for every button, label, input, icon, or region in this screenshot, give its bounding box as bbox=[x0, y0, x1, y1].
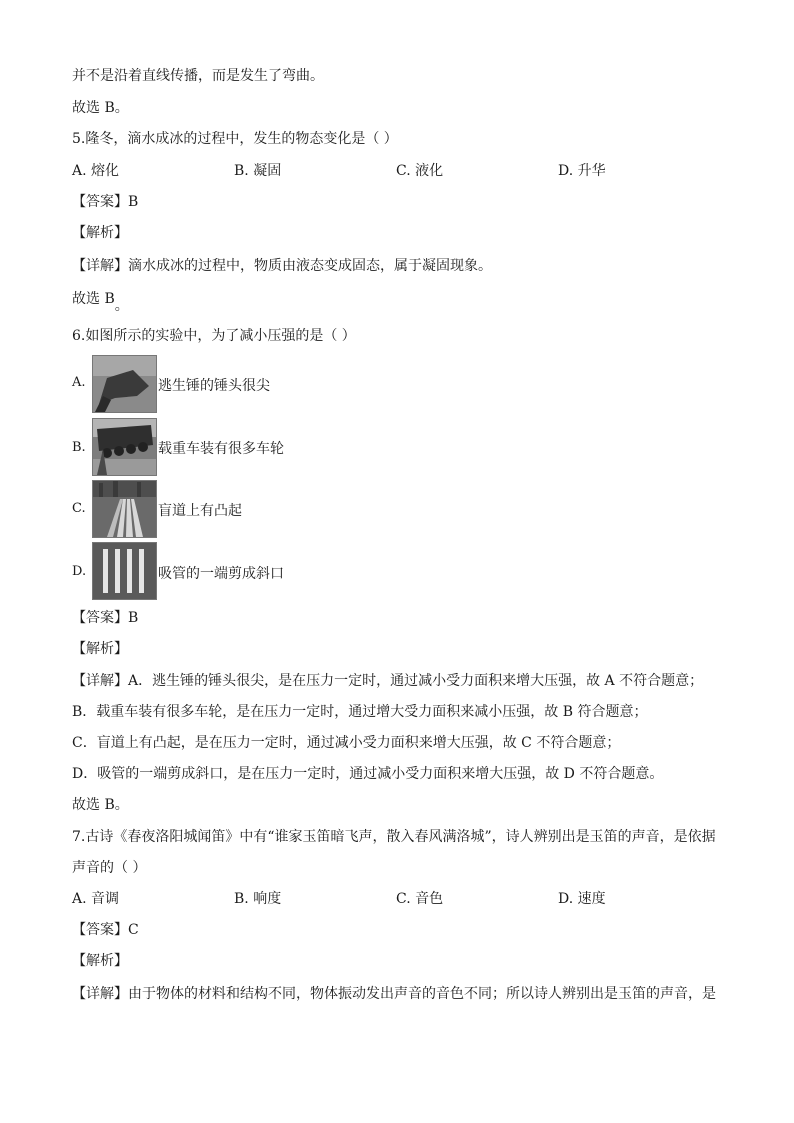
text-line: 故选 B。 bbox=[72, 100, 129, 116]
select-dot: 。 bbox=[114, 298, 129, 314]
q5-answer bbox=[72, 193, 138, 211]
q6-option-b-text: 载重车装有很多车轮 bbox=[158, 441, 284, 457]
q6-option-a-image bbox=[92, 355, 157, 413]
q6-option-b-letter: B. bbox=[72, 440, 86, 455]
q6-option-d-letter: D. bbox=[72, 564, 87, 579]
q6-select: 故选 B。 bbox=[72, 797, 129, 813]
detail-text: 由于物体的材料和结构不同，物体振动发出声音的音色不同；所以诗人辨别出是玉笛的声音，是 bbox=[128, 986, 716, 1002]
question-7-line-1: 7.古诗《春夜洛阳城闻笛》中有“谁家玉笛暗飞声，散入春风满洛城”，诗人辨别出是玉笛的声音，是依据 bbox=[72, 829, 716, 845]
q5-option-d: D. 升华 bbox=[558, 163, 606, 179]
text-line: 并不是沿着直线传播，而是发生了弯曲。 bbox=[72, 68, 324, 84]
q7-detail bbox=[72, 985, 716, 1003]
answer-tag: 【答案】 bbox=[72, 922, 128, 938]
q6-option-a-letter: A. bbox=[72, 375, 86, 390]
analysis-tag: 【解析】 bbox=[72, 225, 128, 241]
answer-value: B bbox=[128, 610, 139, 626]
analysis-tag: 【解析】 bbox=[72, 641, 128, 657]
question-6: 6.如图所示的实验中，为了减小压强的是（ ） bbox=[72, 328, 356, 344]
q7-option-a: A. 音调 bbox=[72, 891, 120, 907]
detail-tag: 【详解】 bbox=[72, 673, 128, 689]
q6-option-d-text: 吸管的一端剪成斜口 bbox=[158, 566, 284, 582]
q5-detail bbox=[72, 257, 492, 275]
q5-option-b: B. 凝固 bbox=[234, 163, 282, 179]
analysis-tag: 【解析】 bbox=[72, 953, 128, 969]
answer-tag: 【答案】 bbox=[72, 610, 128, 626]
q7-option-b: B. 响度 bbox=[234, 891, 282, 907]
q6-option-b-image bbox=[92, 418, 157, 476]
question-5: 5.隆冬，滴水成冰的过程中，发生的物态变化是（ ） bbox=[72, 131, 398, 147]
q6-option-a-text: 逃生锤的锤头很尖 bbox=[158, 378, 270, 394]
detail-text: A．逃生锤的锤头很尖，是在压力一定时，通过减小受力面积来增大压强，故 A 不符合题意； bbox=[128, 673, 704, 689]
q5-select bbox=[72, 290, 129, 314]
q6-analysis-tag bbox=[72, 640, 128, 658]
answer-tag: 【答案】 bbox=[72, 194, 128, 210]
q5-option-c: C. 液化 bbox=[396, 163, 444, 179]
detail-tag: 【详解】 bbox=[72, 258, 128, 274]
q6-option-c-image bbox=[92, 480, 157, 538]
q6-detail-d: D．吸管的一端剪成斜口，是在压力一定时，通过减小受力面积来增大压强，故 D 不符合题意。 bbox=[72, 766, 664, 782]
q7-option-d: D. 速度 bbox=[558, 891, 606, 907]
q6-option-c-text: 盲道上有凸起 bbox=[158, 503, 242, 519]
select-text: 故选 B bbox=[72, 291, 115, 307]
answer-value: C bbox=[128, 922, 139, 938]
q7-analysis-tag bbox=[72, 952, 128, 970]
q5-analysis-tag bbox=[72, 224, 128, 242]
detail-tag: 【详解】 bbox=[72, 986, 128, 1002]
q6-detail-b: B．载重车装有很多车轮，是在压力一定时，通过增大受力面积来减小压强，故 B 符合题意； bbox=[72, 704, 648, 720]
answer-value: B bbox=[128, 194, 139, 210]
q7-answer bbox=[72, 921, 139, 939]
q5-option-a: A. 熔化 bbox=[72, 163, 120, 179]
q6-answer bbox=[72, 609, 138, 627]
q6-detail-a bbox=[72, 672, 703, 690]
question-7-line-2: 声音的（ ） bbox=[72, 860, 147, 876]
q6-option-d-image bbox=[92, 542, 157, 600]
q6-option-c-letter: C. bbox=[72, 501, 86, 516]
q6-detail-c: C．盲道上有凸起，是在压力一定时，通过减小受力面积来增大压强，故 C 不符合题意； bbox=[72, 735, 621, 751]
detail-text: 滴水成冰的过程中，物质由液态变成固态，属于凝固现象。 bbox=[128, 258, 492, 274]
q7-option-c: C. 音色 bbox=[396, 891, 444, 907]
